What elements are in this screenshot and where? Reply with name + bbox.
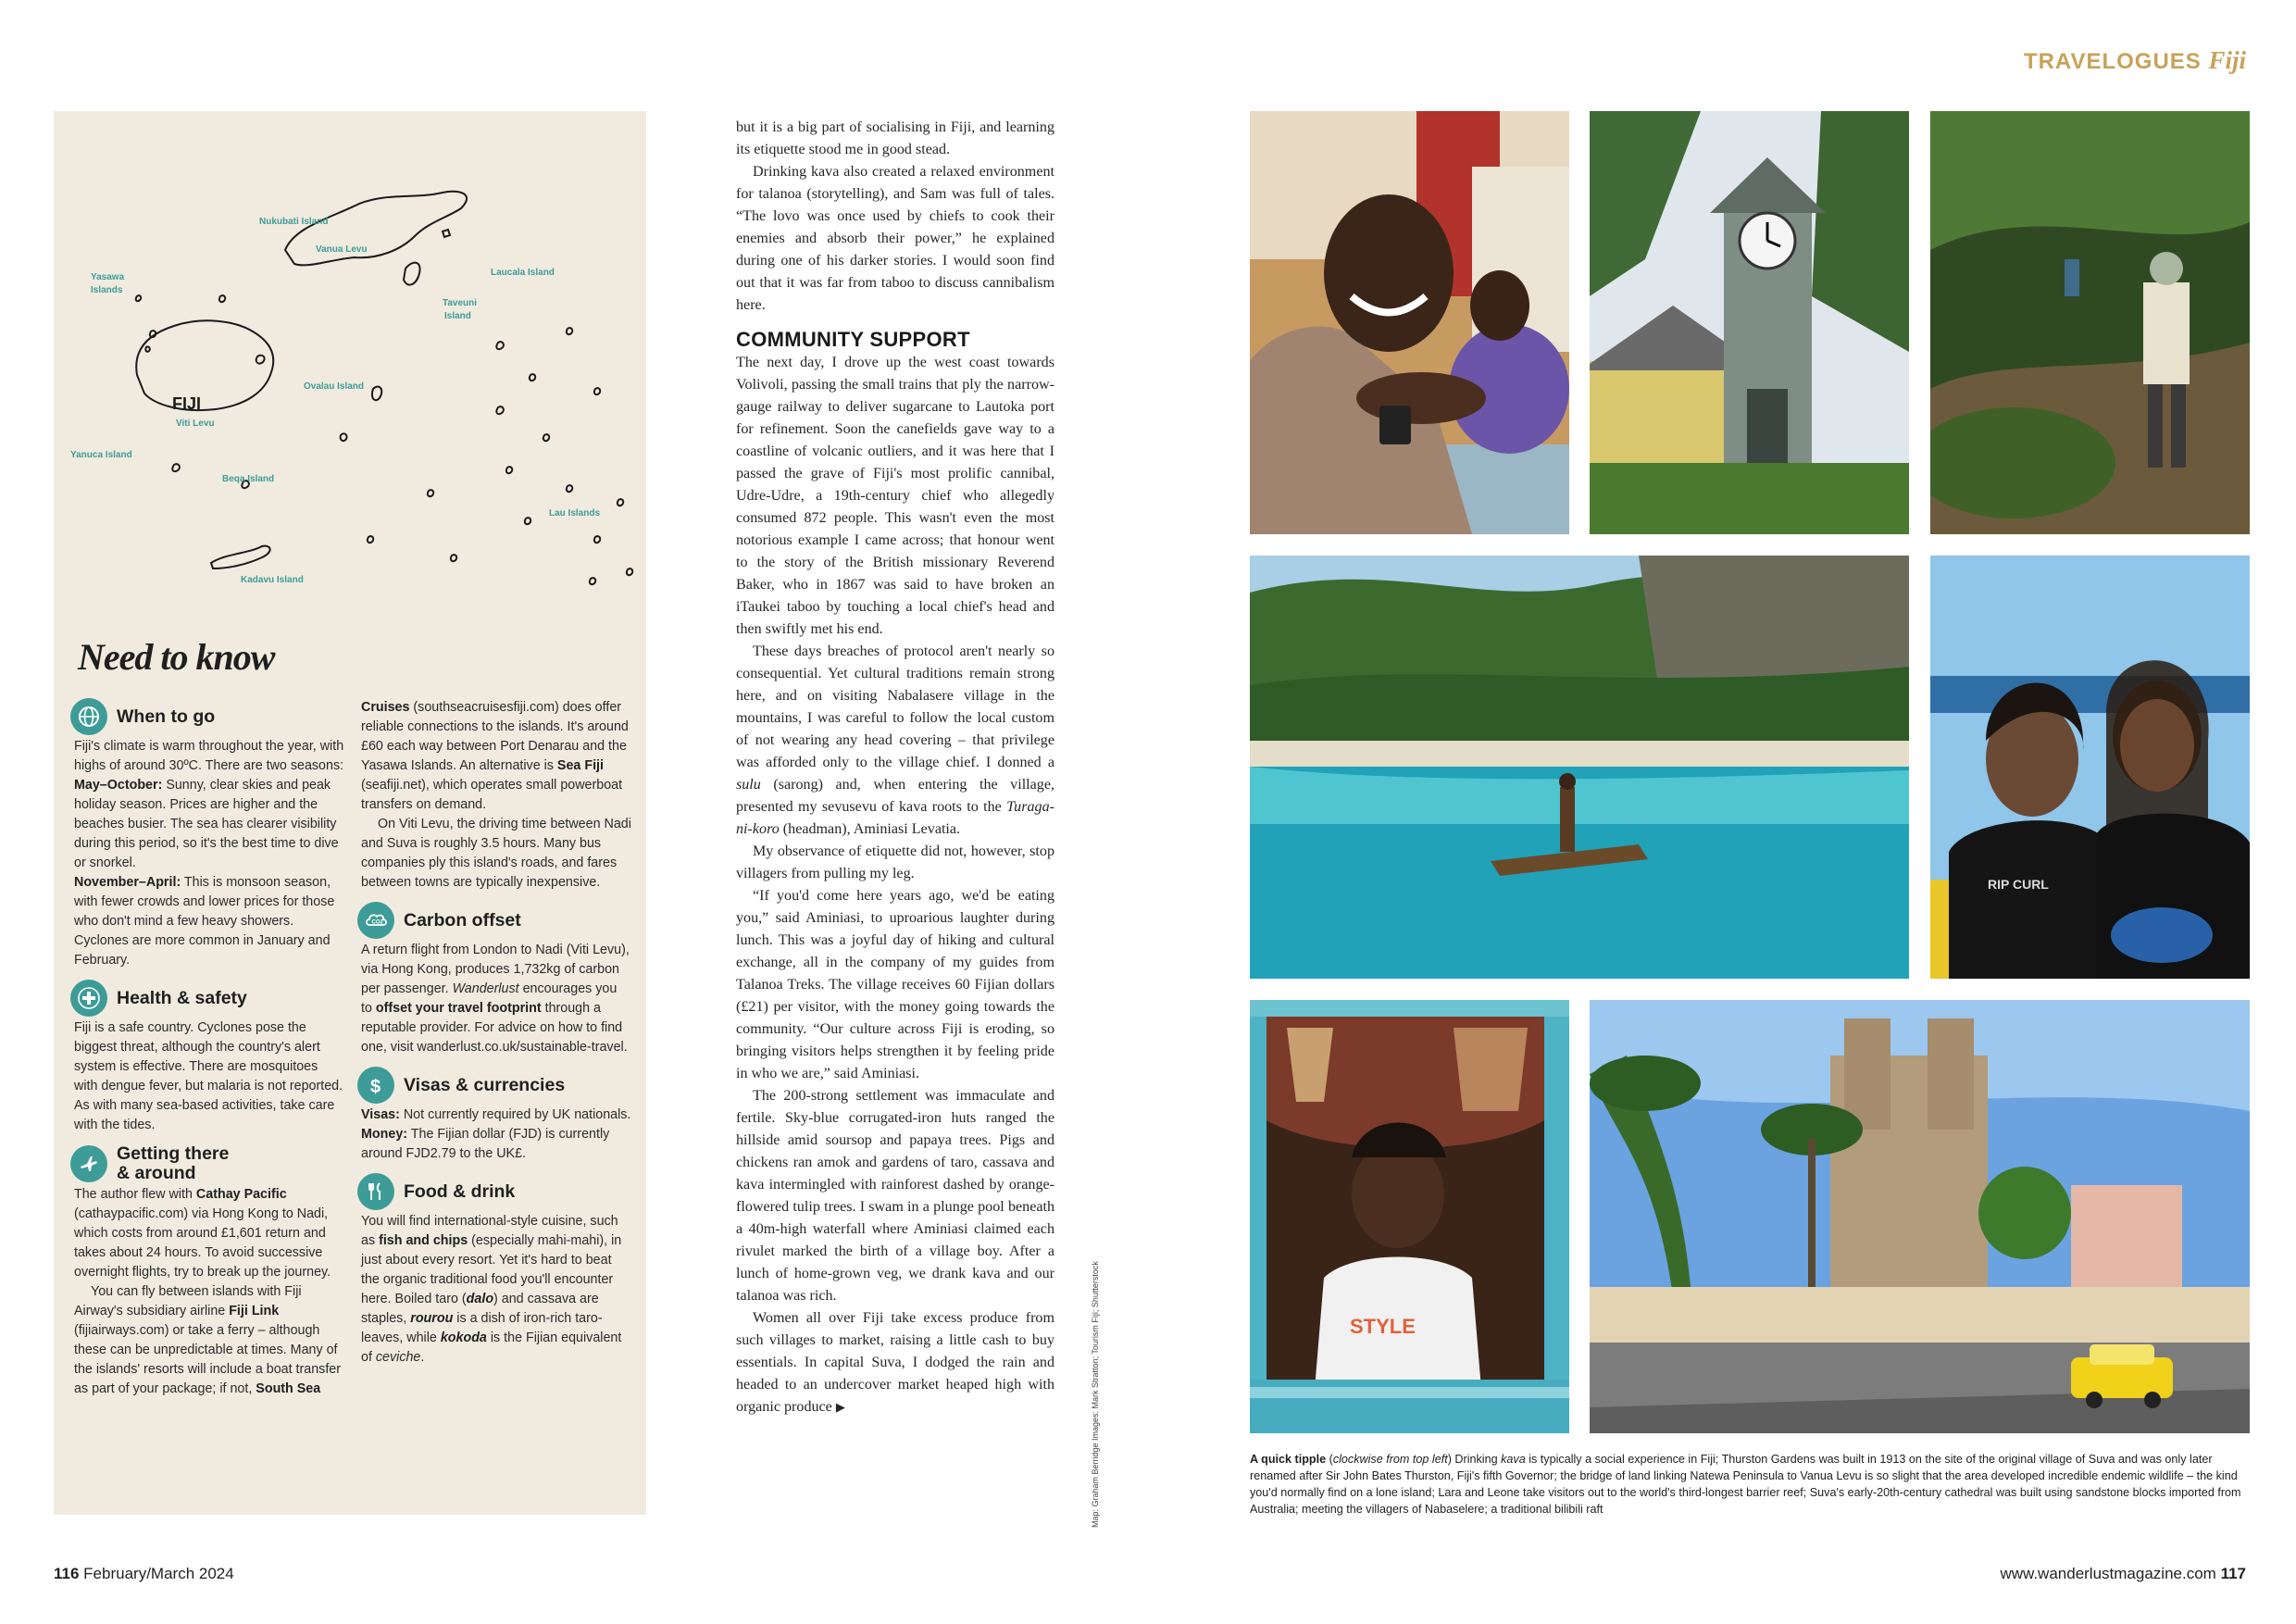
- photo-suva-cathedral: [1590, 1000, 2250, 1433]
- carbon-c: encourages you to: [361, 981, 618, 1016]
- photo-thurston-clock-tower: [1590, 111, 1909, 534]
- caption-lead: A quick tipple: [1250, 1453, 1327, 1466]
- info-column-left: [74, 693, 344, 1399]
- getting-p1a: The author flew with: [74, 1187, 196, 1202]
- page-header: [2024, 46, 2246, 75]
- carbon-title: Carbon offset: [404, 909, 521, 931]
- food-i: is the Fijian equivalent of: [361, 1330, 622, 1365]
- health-text: Fiji is a safe country. Cyclones pose the biggest threat, although the country's alert system is effective. There are mosquitoes with dengue fever, but malaria is not reported. As with many sea-based activities, take care with the tides.: [74, 1020, 343, 1132]
- food-h: kokoda: [440, 1330, 487, 1345]
- may-text: Sunny, clear skies and peak holiday season. Prices are higher and the beaches busier. The sea has clearer visibility during this period, so it's the best time to dive or snorkel.: [74, 778, 339, 870]
- food-f: rourou: [410, 1311, 454, 1326]
- getting-there-title: [117, 1144, 229, 1183]
- map-label-fiji: FIJI: [172, 394, 202, 413]
- when-to-go-title: When to go: [117, 706, 216, 727]
- info-column-right: [361, 698, 631, 1368]
- medical-cross-icon: [70, 980, 107, 1017]
- getting-text-4: On Viti Levu, the driving time between Nadi and Suva is roughly 3.5 hours. Many bus companies ply this island's roads, and fares between towns are typically inexpensive.: [361, 817, 631, 890]
- footer-right: [2000, 1565, 2246, 1583]
- wetsuit-logo-text: RIP CURL: [1988, 877, 2049, 892]
- when-to-go-heading: [70, 698, 344, 735]
- p8: Women all over Fiji take excess produce from such villages to market, raising a little cash to buy essentials. In capital Suva, I dodged the rain and headed to an undercover market heaped high with organic produce: [736, 1310, 1054, 1415]
- getting-title-line2: & around: [117, 1163, 196, 1183]
- image-credit: [1091, 1261, 1104, 1528]
- food-text: [361, 1212, 631, 1368]
- health-heading: [70, 980, 344, 1017]
- getting-p2b: Fiji Link: [229, 1304, 280, 1318]
- getting-p1c: (cathaypacific.com) via Hong Kong to Nadi, which costs from around £1,601 return and takes about 24 hours. To avoid successive overnight flights, try to break up the journey.: [74, 1206, 331, 1280]
- p4c: (sarong) and, when entering the village, presented my sevusevu of kava roots to the: [736, 777, 1054, 815]
- food-title: Food & drink: [404, 1181, 516, 1202]
- visas-value: Not currently required by UK nationals.: [399, 1107, 631, 1122]
- p4b: sulu: [736, 777, 761, 793]
- getting-p3c: Sea Fiji: [556, 758, 604, 773]
- p4d: Turaga-ni-koro: [736, 799, 1054, 837]
- p4e: (headman), Aminiasi Levatia.: [779, 821, 961, 837]
- nov-text: This is monsoon season, with fewer crowds and lower prices for those who don't mind a few heavy showers. Cyclones are more common in January and February.: [74, 875, 335, 968]
- food-heading: [357, 1173, 631, 1210]
- food-g: is a dish of iron-rich taro-leaves, while: [361, 1311, 603, 1345]
- caption-direction: clockwise from top left: [1332, 1453, 1448, 1466]
- map-label-yasawa-1: Yasawa: [91, 272, 125, 282]
- carbon-a: A return flight from London to Nadi (Viti Levu), via Hong Kong, produces 1,732kg of carbon per passenger.: [361, 943, 630, 996]
- caption-b: is typically a social experience in Fiji; Thurston Gardens was built in 1913 on the site of the original village of Suva and was only later renamed after Sir John Bates Thurston, Fiji's fifth Governor; the bridge of land linking Natewa Peninsula to Vanua Levu is so slight that the area developed incredible endemic wildlife – the kind you'd normally find on a lone island; Lara and Leone take visitors out to the world's third-longest barrier reef; Suva's early-20th-century cathedral was built using sandstone blocks imported from Australia; meeting the villagers of Nabaselere; a traditional bilibili raft: [1250, 1453, 2241, 1516]
- credit-text: Map: Graham Berridge Images: Mark Stratton; Tourism Fiji; Shutterstock: [1091, 1261, 1100, 1528]
- money-value: The Fijian dollar (FJD) is currently around FJD2.79 to the UK£.: [361, 1127, 610, 1161]
- caption-kava: kava: [1501, 1453, 1526, 1466]
- issue-date: February/March 2024: [83, 1565, 234, 1582]
- svg-text:CO2: CO2: [371, 919, 383, 926]
- carbon-e: through a reputable provider. For advice on how to find one, visit wanderlust.co.uk/sustainable-travel.: [361, 1001, 628, 1055]
- right-page-number: 117: [2220, 1565, 2246, 1582]
- getting-p2a: You can fly between islands with Fiji Airway's subsidiary airline: [74, 1284, 302, 1318]
- article-paragraph: [736, 641, 1054, 841]
- article-body: [736, 117, 1054, 1419]
- visas-title: Visas & currencies: [404, 1074, 566, 1095]
- article-paragraph: but it is a big part of socialising in Fiji, and learning its etiquette stood me in good stead.: [736, 119, 1054, 157]
- getting-p1b: Cathay Pacific: [195, 1187, 287, 1202]
- getting-there-heading: [70, 1144, 344, 1183]
- article-paragraph: The 200-strong settlement was immaculate and fertile. Sky-blue corrugated-iron huts ranged the hillside amid soursop and papaya trees. Pigs and chickens ran amok and gardens of taro, cassava and kava intermingled with rainforest dashed by orange-flowered tulip trees. I swam in a plunge pool beneath a 40m-high waterfall where Aminiasi claimed each rivulet marked the birth of a village boy. After a lunch of home-grown veg, we drank kava and our talanoa was rich.: [736, 1088, 1054, 1304]
- need-to-know-box: [54, 111, 646, 1515]
- caption-a: Drinking: [1451, 1453, 1502, 1466]
- article-paragraph: My observance of etiquette did not, however, stop villagers from pulling my leg.: [736, 843, 1054, 881]
- map-label-beqa: Beqa Island: [222, 474, 275, 484]
- may-label: May–October:: [74, 778, 163, 793]
- fiji-map: [63, 111, 637, 593]
- when-intro: Fiji's climate is warm throughout the year, with highs of around 30ºC. There are two seasons:: [74, 739, 344, 773]
- need-to-know-title: Need to know: [78, 636, 275, 678]
- food-e: ) and cassava are staples,: [361, 1292, 599, 1326]
- photo-bilibili-raft: [1250, 556, 1909, 979]
- map-label-lau: Lau Islands: [549, 508, 601, 518]
- carbon-b: Wanderlust: [452, 981, 519, 996]
- taveuni-shape: [404, 263, 420, 285]
- tshirt-print-text: STYLE: [1350, 1315, 1416, 1338]
- carbon-text: [361, 941, 631, 1057]
- nov-label: November–April:: [74, 875, 181, 890]
- vanua-levu-shape: [285, 192, 467, 266]
- food-a: You will find international-style cuisine, such as: [361, 1214, 618, 1248]
- food-b: fish and chips: [379, 1233, 468, 1248]
- footer-left: [54, 1565, 234, 1583]
- photo-caption: A quick tipple (clockwise from top left) Drinking kava is typically a social experience in Fiji; Thurston Gardens was built in 1913 on the site of the original village of Suva and was only later renamed after Sir John Bates Thurston, Fiji's fifth Governor; the bridge of land linking Natewa Peninsula to Vanua Levu is so slight that the area developed incredible endemic wildlife – the kind you'd normally find on a lone island; Lara and Leone take visitors out to the world's third-longest barrier reef; Suva's early-20th-century cathedral was built using sandstone blocks imported from Australia; meeting the villagers of Nabaselere; a traditional bilibili raft: [1250, 1453, 2241, 1516]
- svg-text:$: $: [370, 1077, 381, 1097]
- map-label-taveuni-2: Island: [444, 311, 471, 321]
- viti-levu-shape: [136, 320, 273, 410]
- getting-text-3: [361, 698, 631, 815]
- article-paragraph: Drinking kava also created a relaxed environment for talanoa (storytelling), and Sam was full of tales. “The lovo was once used by chiefs to cook their enemies and absorb their power,” he explained during one of his darker stories. I would soon find out that it was far from taboo to discuss cannibalism here.: [736, 164, 1054, 313]
- photo-rainforest-hike: [1930, 111, 2250, 534]
- getting-text-1: [74, 1185, 344, 1282]
- map-label-yanuca: Yanuca Island: [70, 450, 132, 460]
- airplane-icon: [70, 1145, 107, 1182]
- photo-lara-and-leone: [1930, 556, 2250, 979]
- article-paragraph: The next day, I drove up the west coast towards Volivoli, passing the small trains that ply the narrow-gauge railway to deliver sugarcane to Lautoka port for refinement. Soon the canefields gave way to a coastline of volcanic outliers, and it was here that I passed the grave of Fiji's most prolific cannibal, Udre-Udre, a 19th-century chief who allegedly consumed 872 people. This wasn't even the most notorious example I came across; that honour went to the story of the British missionary Reverend Baker, who in 1867 was said to have broken an iTaukei taboo by touching a local chief's head and then swiftly met his end.: [736, 355, 1054, 637]
- article-paragraph: “If you'd come here years ago, we'd be eating you,” said Aminiasi, to uproarious laughter during lunch. This was a joyful day of hiking and cultural exchange, all in the company of my guides from Talanoa Treks. The village receives 60 Fijian dollars (£21) per visitor, with the money going towards the community. “Our culture across Fiji is eroding, so bringing visitors helps strengthen it by feeling pride in who we are,” said Aminiasi.: [736, 888, 1054, 1081]
- visas-label: Visas:: [361, 1107, 400, 1122]
- website-url: www.wanderlustmagazine.com: [2000, 1565, 2216, 1582]
- dollar-icon: [357, 1067, 394, 1104]
- food-k: .: [420, 1350, 425, 1365]
- getting-text-2: [74, 1282, 344, 1399]
- map-label-laucala: Laucala Island: [491, 268, 555, 278]
- article-paragraph: [736, 1307, 1054, 1419]
- getting-title-line1: Getting there: [117, 1143, 230, 1164]
- food-c: (especially mahi-mahi), in just about every resort. Yet it's hard to beat the organic traditional food you'll encounter here. Boiled taro (: [361, 1233, 622, 1306]
- section-label: TRAVELOGUES: [2023, 49, 2202, 74]
- food-j: ceviche: [375, 1350, 421, 1365]
- topic-label: Fiji: [2208, 46, 2246, 74]
- getting-p3b: (southseacruisesfiji.com) does offer reliable connections to the islands. It's around £60 each way between Port Denarau and the Yasawa Islands. An alternative is: [361, 700, 629, 773]
- kadavu-shape: [211, 546, 270, 568]
- getting-p3a: Cruises: [361, 700, 410, 715]
- continue-arrow-icon: ▶: [835, 1401, 845, 1415]
- map-label-viti: Viti Levu: [176, 418, 215, 429]
- photo-kava-drinker: [1250, 111, 1569, 534]
- money-label: Money:: [361, 1127, 408, 1142]
- map-label-vanua: Vanua Levu: [316, 244, 368, 255]
- food-d: dalo: [466, 1292, 494, 1306]
- cutlery-icon: [357, 1173, 394, 1210]
- co2-cloud-icon: [357, 902, 394, 939]
- map-label-kadavu: Kadavu Island: [241, 575, 304, 585]
- when-to-go-text: [74, 737, 344, 970]
- map-label-yasawa-2: Islands: [91, 285, 123, 295]
- getting-p2d: South Sea: [256, 1381, 321, 1396]
- p4a: These days breaches of protocol aren't nearly so consequential. Yet cultural traditions remain strong here, and on visiting Nabalasere village in the mountains, I was careful to follow the local custom of not wearing any head covering – that privilege was afforded only to the village chief. I donned a: [736, 643, 1054, 770]
- left-page-number: 116: [54, 1565, 80, 1582]
- map-label-ovalau: Ovalau Island: [304, 381, 365, 392]
- map-label-nukubati: Nukubati Island: [259, 217, 329, 227]
- visas-heading: [357, 1067, 631, 1104]
- carbon-d: offset your travel footprint: [375, 1001, 542, 1016]
- article-subheading: COMMUNITY SUPPORT: [736, 328, 970, 351]
- getting-p3d: (seafiji.net), which operates small powerboat transfers on demand.: [361, 778, 623, 812]
- getting-p2c: (fijiairways.com) or take a ferry – although these can be unpredictable at times. Many of the islands' resorts will include a boat transfer as part of your package; if not,: [74, 1323, 342, 1396]
- health-title: Health & safety: [117, 987, 247, 1008]
- visas-text: [361, 1106, 631, 1164]
- photo-villager-window: [1250, 1000, 1569, 1433]
- carbon-heading: [357, 902, 631, 939]
- globe-icon: [70, 698, 107, 735]
- map-label-taveuni-1: Taveuni: [443, 298, 478, 308]
